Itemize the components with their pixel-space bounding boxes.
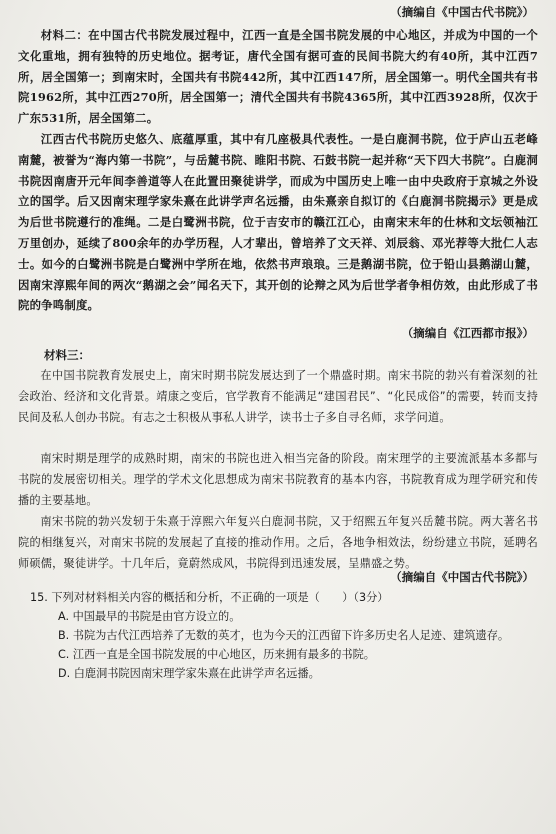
question-15	[30, 588, 530, 683]
material3-paragraph3: 南宋书院的勃兴发轫于朱熹于淳熙六年复兴白鹿洞书院，又于绍熙五年复兴岳麓书院。两大著名书院的相继复兴，对南宋书院的发展起了直接的推动作用。之后，各地争相效法，纷纷建立书院，延聘名师硕儒，聚徒讲学。十几年后，竟蔚然成风，书院得到迅速发展，呈鼎盛之势。	[18, 515, 538, 570]
material2-paragraph1	[18, 25, 538, 129]
option-d: D. 白鹿洞书院因南宋理学家朱熹在此讲学声名远播。	[58, 667, 320, 680]
option-a: A. 中国最早的书院是由官方设立的。	[58, 610, 241, 623]
source-citation-material3: （摘编自《中国古代书院》）	[390, 570, 534, 584]
material3-paragraph2: 南宋时期是理学的成熟时期，南宋的书院也进入相当完备的阶段。南宋理学的主要流派基本多都与书院的发展密切相关。理学的学术文化思想成为南宋书院教育的基本内容，书院教育成为理学研究和传播的主要基地。	[18, 452, 538, 507]
material3-paragraph1: 在中国书院教育发展史上，南宋时期书院发展达到了一个鼎盛时期。南宋书院的勃兴有着深刻的社会政治、经济和文化背景。靖康之变后，官学教育不能满足“建国君民”、“化民成俗”的需要，转而支持民间及私人创办书院。有志之士积极从事私人讲学，读书士子多自寻名师，求学问道。	[18, 369, 538, 424]
source-citation-material2: （摘编自《江西都市报》）	[401, 326, 534, 340]
material2-label: 材料二：	[40, 28, 89, 42]
option-b: B. 书院为古代江西培养了无数的英才，也为今天的江西留下许多历史名人足迹、建筑遗存。	[58, 629, 510, 642]
material3-heading: 材料三：	[44, 348, 90, 362]
option-c: C. 江西一直是全国书院发展的中心地区，历来拥有最多的书院。	[58, 648, 375, 661]
material2-paragraph1-text: 在中国古代书院发展过程中，江西一直是全国书院发展的中心地区，并成为中国的一个文化重地，拥有独特的历史地位。据考证，唐代全国有据可查的民间书院大约有40所，其中江西7所，居全国第一；到南宋时，全国共有书院442所，其中江西147所，居全国第一。明代全国共有书院1962所，其中江西270所，居全国第一；清代全国共有书院4365所，其中江西3928所，仅次于广东531所，居全国第二。	[18, 28, 538, 126]
question-stem: 15. 下列对材料相关内容的概括和分析，不正确的一项是（ ）（3分）	[30, 591, 389, 604]
source-citation-top: （摘编自《中国古代书院》）	[390, 5, 534, 19]
material2-paragraph2: 江西古代书院历史悠久、底蕴厚重，其中有几座极具代表性。一是白鹿洞书院，位于庐山五老峰南麓，被誉为“海内第一书院”，与岳麓书院、睢阳书院、石鼓书院一起并称“天下四大书院”。白鹿洞书院因南唐开元年间李善道等人在此置田聚徒讲学，而成为中国历史上唯一由中央政府于京城之外设立的国学。后又因南宋理学家朱熹在此讲学声名远播，由朱熹亲自拟订的《白鹿洞书院揭示》更是成为后世书院遵行的准绳。二是白鹭洲书院，位于吉安市的赣江江心，由南宋末年的仕林和文坛领袖江万里创办，延续了800余年的办学历程，人才辈出，曾培养了文天祥、刘辰翁、邓光荐等大批仁人志士。如今的白鹭洲书院是白鹭洲中学所在地，依然书声琅琅。三是鹅湖书院，位于铅山县鹅湖山麓，因南宋淳熙年间的两次“鹅湖之会”闻名天下，其开创的论辩之风为后世学者争相仿效，由此形成了书院的争鸣制度。	[18, 132, 538, 313]
